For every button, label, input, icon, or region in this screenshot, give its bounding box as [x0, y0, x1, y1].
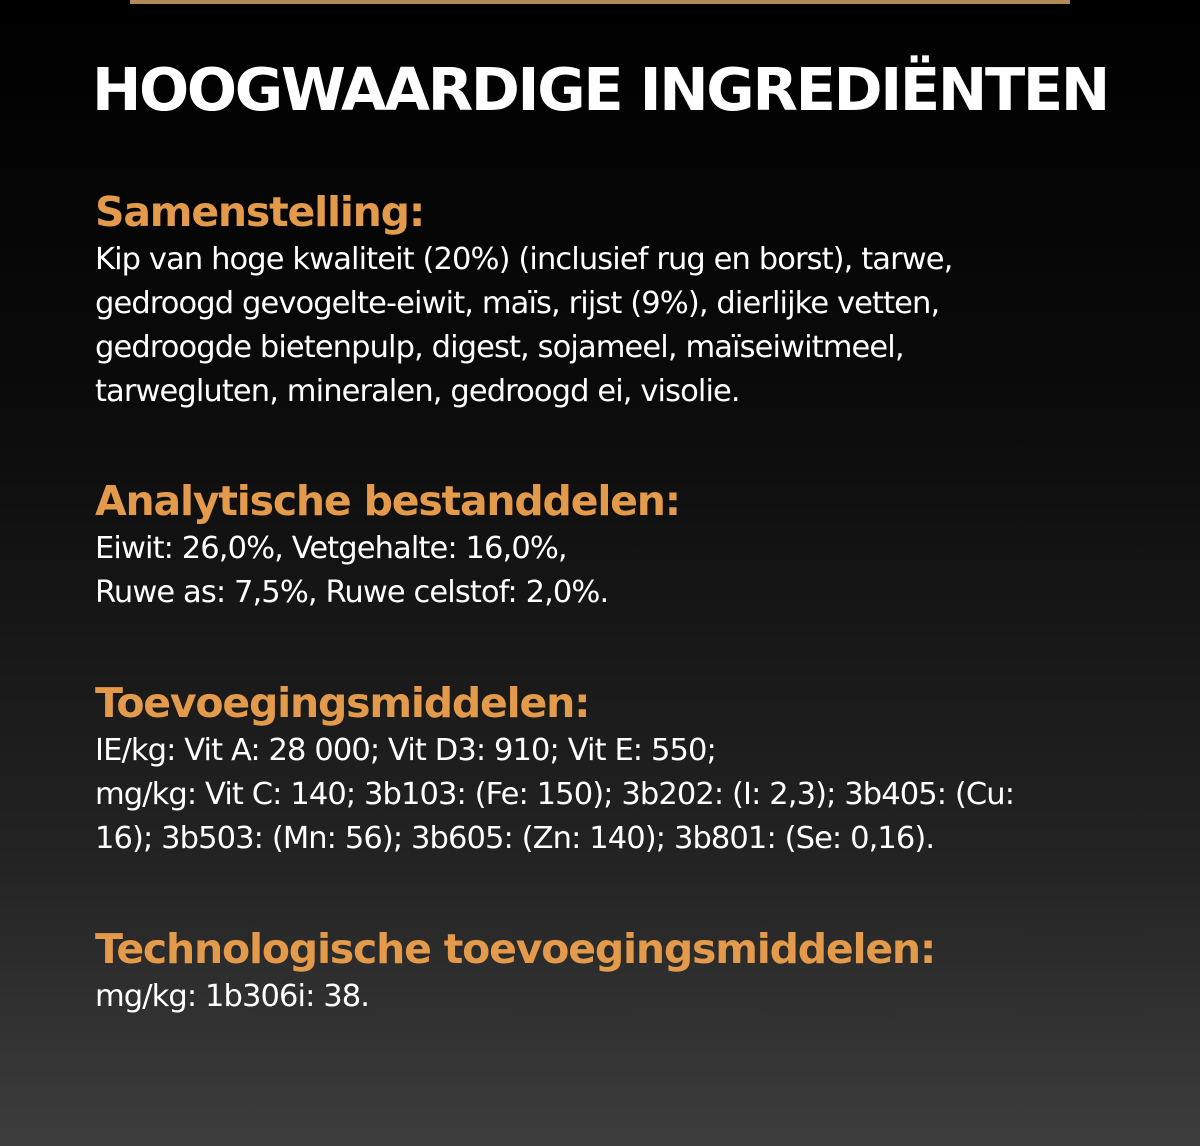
- text-line: mg/kg: Vit C: 140; 3b103: (Fe: 150); 3b202: (I: 2,3); 3b405: (Cu:: [95, 777, 1015, 812]
- text-line: Eiwit: 26,0%, Vetgehalte: 16,0%,: [95, 531, 567, 566]
- section-body: [95, 527, 1105, 615]
- section-analytical-constituents: [95, 475, 1105, 615]
- section-heading: Analytische bestanddelen:: [95, 477, 680, 525]
- page-title: HOOGWAARDIGE INGREDIËNTEN: [91, 55, 1109, 124]
- section-heading: Samenstelling:: [95, 188, 425, 236]
- section-body: [95, 729, 1105, 861]
- section-heading: Toevoegingsmiddelen:: [95, 679, 590, 727]
- text-line: Kip van hoge kwaliteit (20%) (inclusief rug en borst), tarwe,: [95, 242, 953, 277]
- section-body: [95, 238, 1105, 414]
- section-technological-additives: [95, 923, 1105, 1019]
- text-line: IE/kg: Vit A: 28 000; Vit D3: 910; Vit E: 550;: [95, 733, 716, 768]
- text-line: 16); 3b503: (Mn: 56); 3b605: (Zn: 140); 3b801: (Se: 0,16).: [95, 821, 935, 856]
- text-line: Ruwe as: 7,5%, Ruwe celstof: 2,0%.: [95, 575, 609, 610]
- top-divider: [130, 0, 1070, 4]
- section-heading: Technologische toevoegingsmiddelen:: [95, 925, 936, 973]
- section-body: [95, 975, 1105, 1019]
- text-line: gedroogd gevogelte-eiwit, maïs, rijst (9%), dierlijke vetten,: [95, 286, 940, 321]
- text-line: mg/kg: 1b306i: 38.: [95, 979, 370, 1014]
- text-line: tarwegluten, mineralen, gedroogd ei, visolie.: [95, 374, 740, 409]
- text-line: gedroogde bietenpulp, digest, sojameel, maïseiwitmeel,: [95, 330, 904, 365]
- section-composition: [95, 186, 1105, 414]
- section-additives: [95, 677, 1105, 861]
